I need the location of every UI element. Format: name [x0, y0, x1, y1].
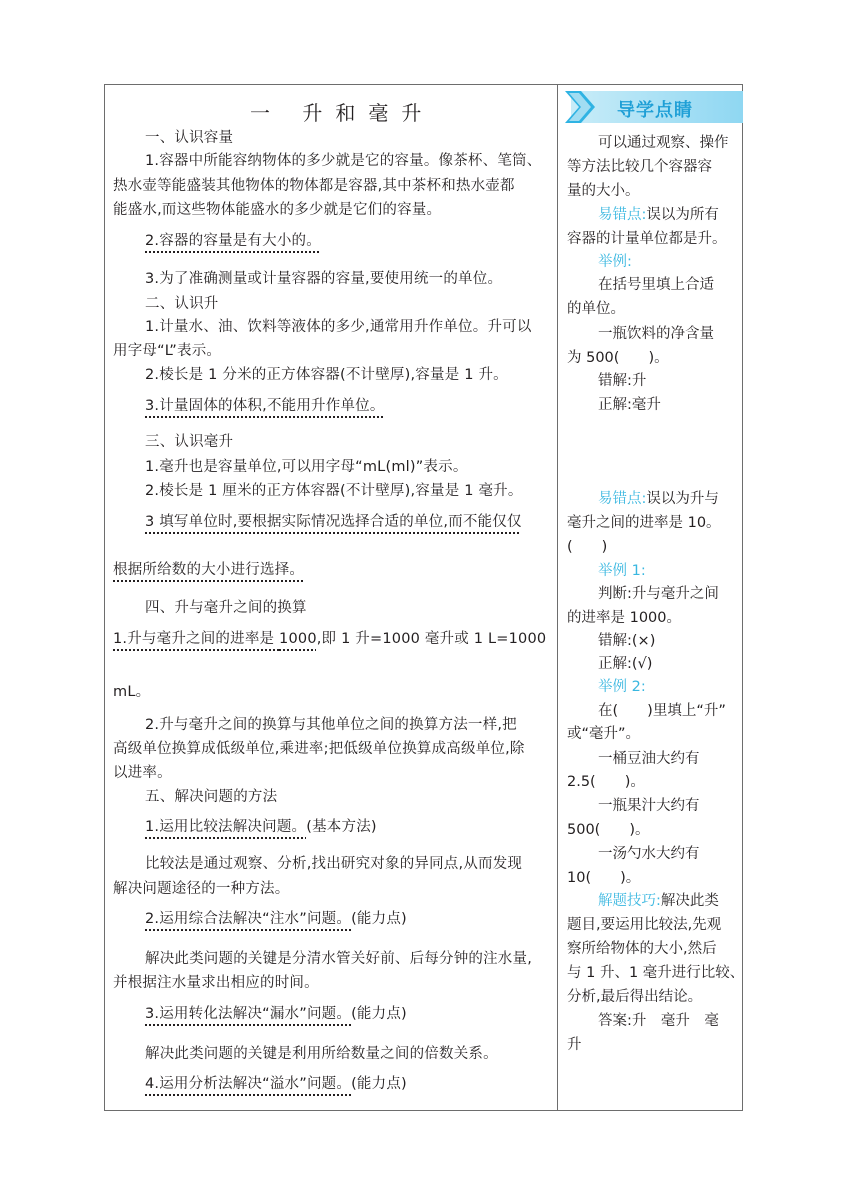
example-label: 举例 2: — [598, 679, 646, 695]
paragraph-line: 2.棱长是 1 厘米的正方体容器(不计壁厚),容量是 1 毫升。 — [145, 483, 523, 499]
side-line: 2.5( )。 — [567, 774, 645, 790]
side-line: 的进率是 1000。 — [567, 610, 682, 626]
answer-line: 升 — [567, 1037, 582, 1053]
error-point-label: 易错点: — [598, 491, 647, 507]
section-heading-conversion: 四、升与毫升之间的换算 — [145, 600, 307, 616]
section-heading-methods: 五、解决问题的方法 — [145, 789, 278, 805]
side-line: 一瓶饮料的净含量 — [598, 326, 714, 342]
chevron-right-icon — [565, 91, 605, 123]
side-line: 或“毫升”。 — [567, 726, 641, 742]
example-label: 举例: — [598, 254, 632, 270]
tip-label: 解题技巧: — [598, 893, 661, 909]
emphasis-line: 3.计量固体的体积,不能用升作单位。 — [145, 398, 385, 414]
side-line: 毫升之间的进率是 10。 — [567, 515, 721, 531]
method-heading: 2.运用综合法解决“注水”问题。(能力点) — [145, 911, 407, 927]
side-line: 为 500( )。 — [567, 350, 669, 366]
side-line: 一桶豆油大约有 — [598, 751, 700, 767]
guide-banner — [565, 91, 743, 123]
page-title: 一 升和毫升 — [250, 101, 435, 125]
section-heading-liter: 二、认识升 — [145, 296, 219, 312]
section-heading-capacity: 一、认识容量 — [145, 130, 234, 146]
side-line: 易错点:误以为所有 — [598, 207, 719, 223]
paragraph-line: 解决此类问题的关键是分清水管关好前、后每分钟的注水量, — [145, 951, 533, 967]
wrong-answer: 错解:(×) — [598, 633, 656, 649]
banner-title: 导学点睛 — [617, 100, 693, 121]
emphasis-line: 1.升与毫升之间的进率是 1000,即 1 升=1000 毫升或 1 L=1000 — [113, 631, 547, 647]
side-line: 的单位。 — [567, 301, 625, 317]
paragraph-line: 以进率。 — [113, 765, 172, 781]
side-line: 判断:升与毫升之间 — [598, 586, 719, 602]
side-line: 等方法比较几个容器容 — [567, 159, 712, 175]
side-line: 量的大小。 — [567, 183, 640, 199]
example-label: 举例 1: — [598, 563, 646, 579]
paragraph-line: 1.毫升也是容量单位,可以用字母“mL(ml)”表示。 — [145, 459, 468, 475]
side-line: 500( )。 — [567, 822, 650, 838]
side-line: 分析,最后得出结论。 — [567, 989, 703, 1005]
emphasis-line: 根据所给数的大小进行选择。 — [113, 562, 305, 578]
paragraph-line: mL。 — [113, 684, 151, 700]
column-divider — [557, 84, 558, 1111]
emphasis-line: 2.容器的容量是有大小的。 — [145, 233, 321, 249]
paragraph-line: 高级单位换算成低级单位,乘进率;把低级单位换算成高级单位,除 — [113, 741, 525, 757]
paragraph-line: 能盛水,而这些物体能盛水的多少就是它们的容量。 — [113, 202, 442, 218]
method-heading: 4.运用分析法解决“溢水”问题。(能力点) — [145, 1076, 407, 1092]
side-line: 可以通过观察、操作 — [598, 135, 729, 151]
paragraph-line: 并根据注水量求出相应的时间。 — [113, 975, 319, 991]
side-line: 在括号里填上合适 — [598, 277, 714, 293]
side-line: 在( )里填上“升” — [598, 703, 726, 719]
side-line: 题目,要运用比较法,先观 — [567, 917, 722, 933]
paragraph-line: 1.容器中所能容纳物体的多少就是它的容量。像茶杯、笔筒、 — [145, 153, 542, 169]
paragraph-line: 解决此类问题的关键是利用所给数量之间的倍数关系。 — [145, 1046, 498, 1062]
side-line: 10( )。 — [567, 870, 641, 886]
paragraph-line: 1.计量水、油、饮料等液体的多少,通常用升作单位。升可以 — [145, 319, 532, 335]
side-line: ( ) — [567, 539, 608, 555]
paragraph-line: 用字母“L”表示。 — [113, 343, 222, 359]
side-line: 解题技巧:解决此类 — [598, 893, 719, 909]
method-heading: 3.运用转化法解决“漏水”问题。(能力点) — [145, 1006, 407, 1022]
paragraph-line: 比较法是通过观察、分析,找出研究对象的异同点,从而发现 — [145, 856, 523, 872]
side-line: 察所给物体的大小,然后 — [567, 941, 717, 957]
section-heading-milliliter: 三、认识毫升 — [145, 434, 234, 450]
paragraph-line: 解决问题途径的一种方法。 — [113, 881, 290, 897]
wrong-answer: 错解:升 — [598, 373, 647, 389]
emphasis-line: 3 填写单位时,要根据实际情况选择合适的单位,而不能仅仅 — [145, 514, 522, 530]
side-line: 一汤勺水大约有 — [598, 846, 700, 862]
paragraph-line: 3.为了准确测量或计量容器的容量,要使用统一的单位。 — [145, 271, 503, 287]
side-line: 与 1 升、1 毫升进行比较、 — [567, 965, 745, 981]
answer-line: 答案:升 毫升 毫 — [598, 1013, 719, 1029]
side-line: 一瓶果汁大约有 — [598, 798, 700, 814]
paragraph-line: 热水壶等能盛装其他物体的物体都是容器,其中茶杯和热水壶都 — [113, 178, 515, 194]
side-line: 容器的计量单位都是升。 — [567, 231, 727, 247]
correct-answer: 正解:毫升 — [598, 397, 661, 413]
paragraph-line: 2.升与毫升之间的换算与其他单位之间的换算方法一样,把 — [145, 717, 517, 733]
correct-answer: 正解:(√) — [598, 656, 653, 672]
side-line: 易错点:误以为升与 — [598, 491, 719, 507]
paragraph-line: 2.棱长是 1 分米的正方体容器(不计壁厚),容量是 1 升。 — [145, 367, 508, 383]
error-point-label: 易错点: — [598, 207, 647, 223]
method-heading: 1.运用比较法解决问题。(基本方法) — [145, 819, 377, 835]
